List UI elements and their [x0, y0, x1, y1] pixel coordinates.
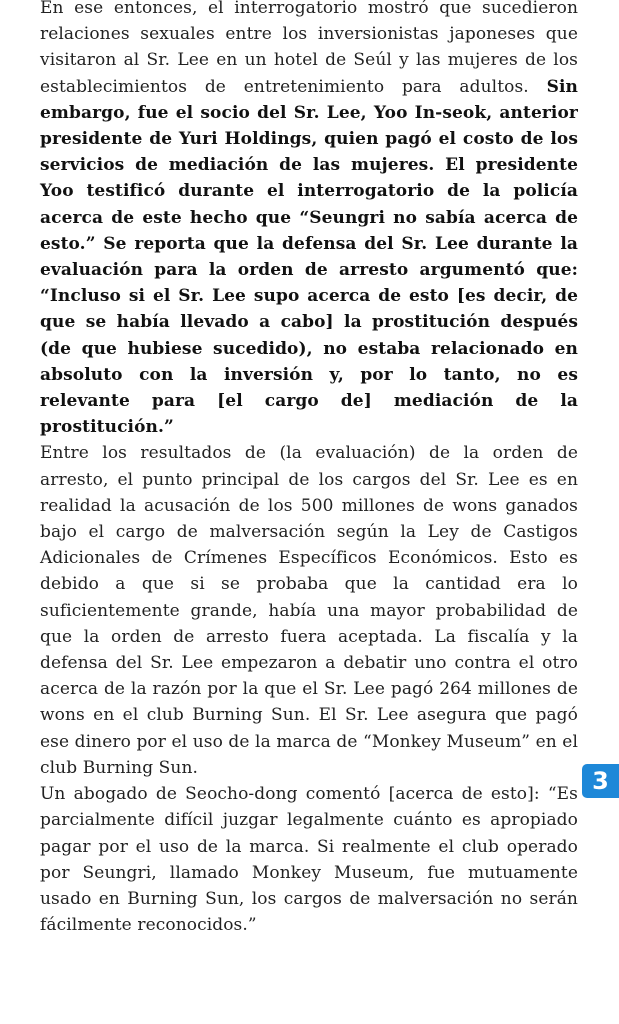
paragraph-1 [40, 0, 578, 440]
paragraph-1-text: En ese entonces, el interrogatorio mostró que sucedieron relaciones sexuales entre los inversionistas japoneses que visitaron al Sr. Lee en un hotel de Seúl y las mujeres de los establecimientos de entretenimiento para adultos. [40, 0, 578, 97]
paragraph-1-bold-text: Sin embargo, fue el socio del Sr. Lee, Yoo In-seok, anterior presidente de Yuri Holdings, quien pagó el costo de los servicios de mediación de las mujeres. El presidente Yoo testificó durante el interrogatorio de la policía acerca de este hecho que “Seungri no sabía acerca de esto.” Se reporta que la defensa del Sr. Lee durante la evaluación para la orden de arresto argumentó que: “Incluso si el Sr. Lee supo acerca de esto [es decir, de que se había llevado a cabo] la prostitución después (de que hubiese sucedido), no estaba relacionado en absoluto con la inversión y, por lo tanto, no es relevante para [el cargo de] mediación de la prostitución.” [40, 76, 578, 438]
paragraph-3: Un abogado de Seocho-dong comentó [acerca de esto]: “Es parcialmente difícil juzgar legalmente cuánto es apropiado pagar por el uso de la marca. Si realmente el club operado por Seungri, llamado Monkey Museum, fue mutuamente usado en Burning Sun, los cargos de malversación no serán fácilmente reconocidos.” [40, 784, 578, 936]
page-number-badge[interactable]: 3 [582, 764, 619, 798]
article-body [40, 0, 578, 938]
paragraph-2: Entre los resultados de (la evaluación) de la orden de arresto, el punto principal de los cargos del Sr. Lee es en realidad la acusación de los 500 millones de wons ganados bajo el cargo de malversación según la Ley de Castigos Adicionales de Crímenes Específicos Económicos. Esto es debido a que si se probaba que la cantidad era lo suficientemente grande, había una mayor probabilidad de que la orden de arresto fuera aceptada. La fiscalía y la defensa del Sr. Lee empezaron a debatir uno contra el otro acerca de la razón por la que el Sr. Lee pagó 264 millones de wons en el club Burning Sun. El Sr. Lee asegura que pagó ese dinero por el uso de la marca de “Monkey Museum” en el club Burning Sun. [40, 443, 578, 778]
